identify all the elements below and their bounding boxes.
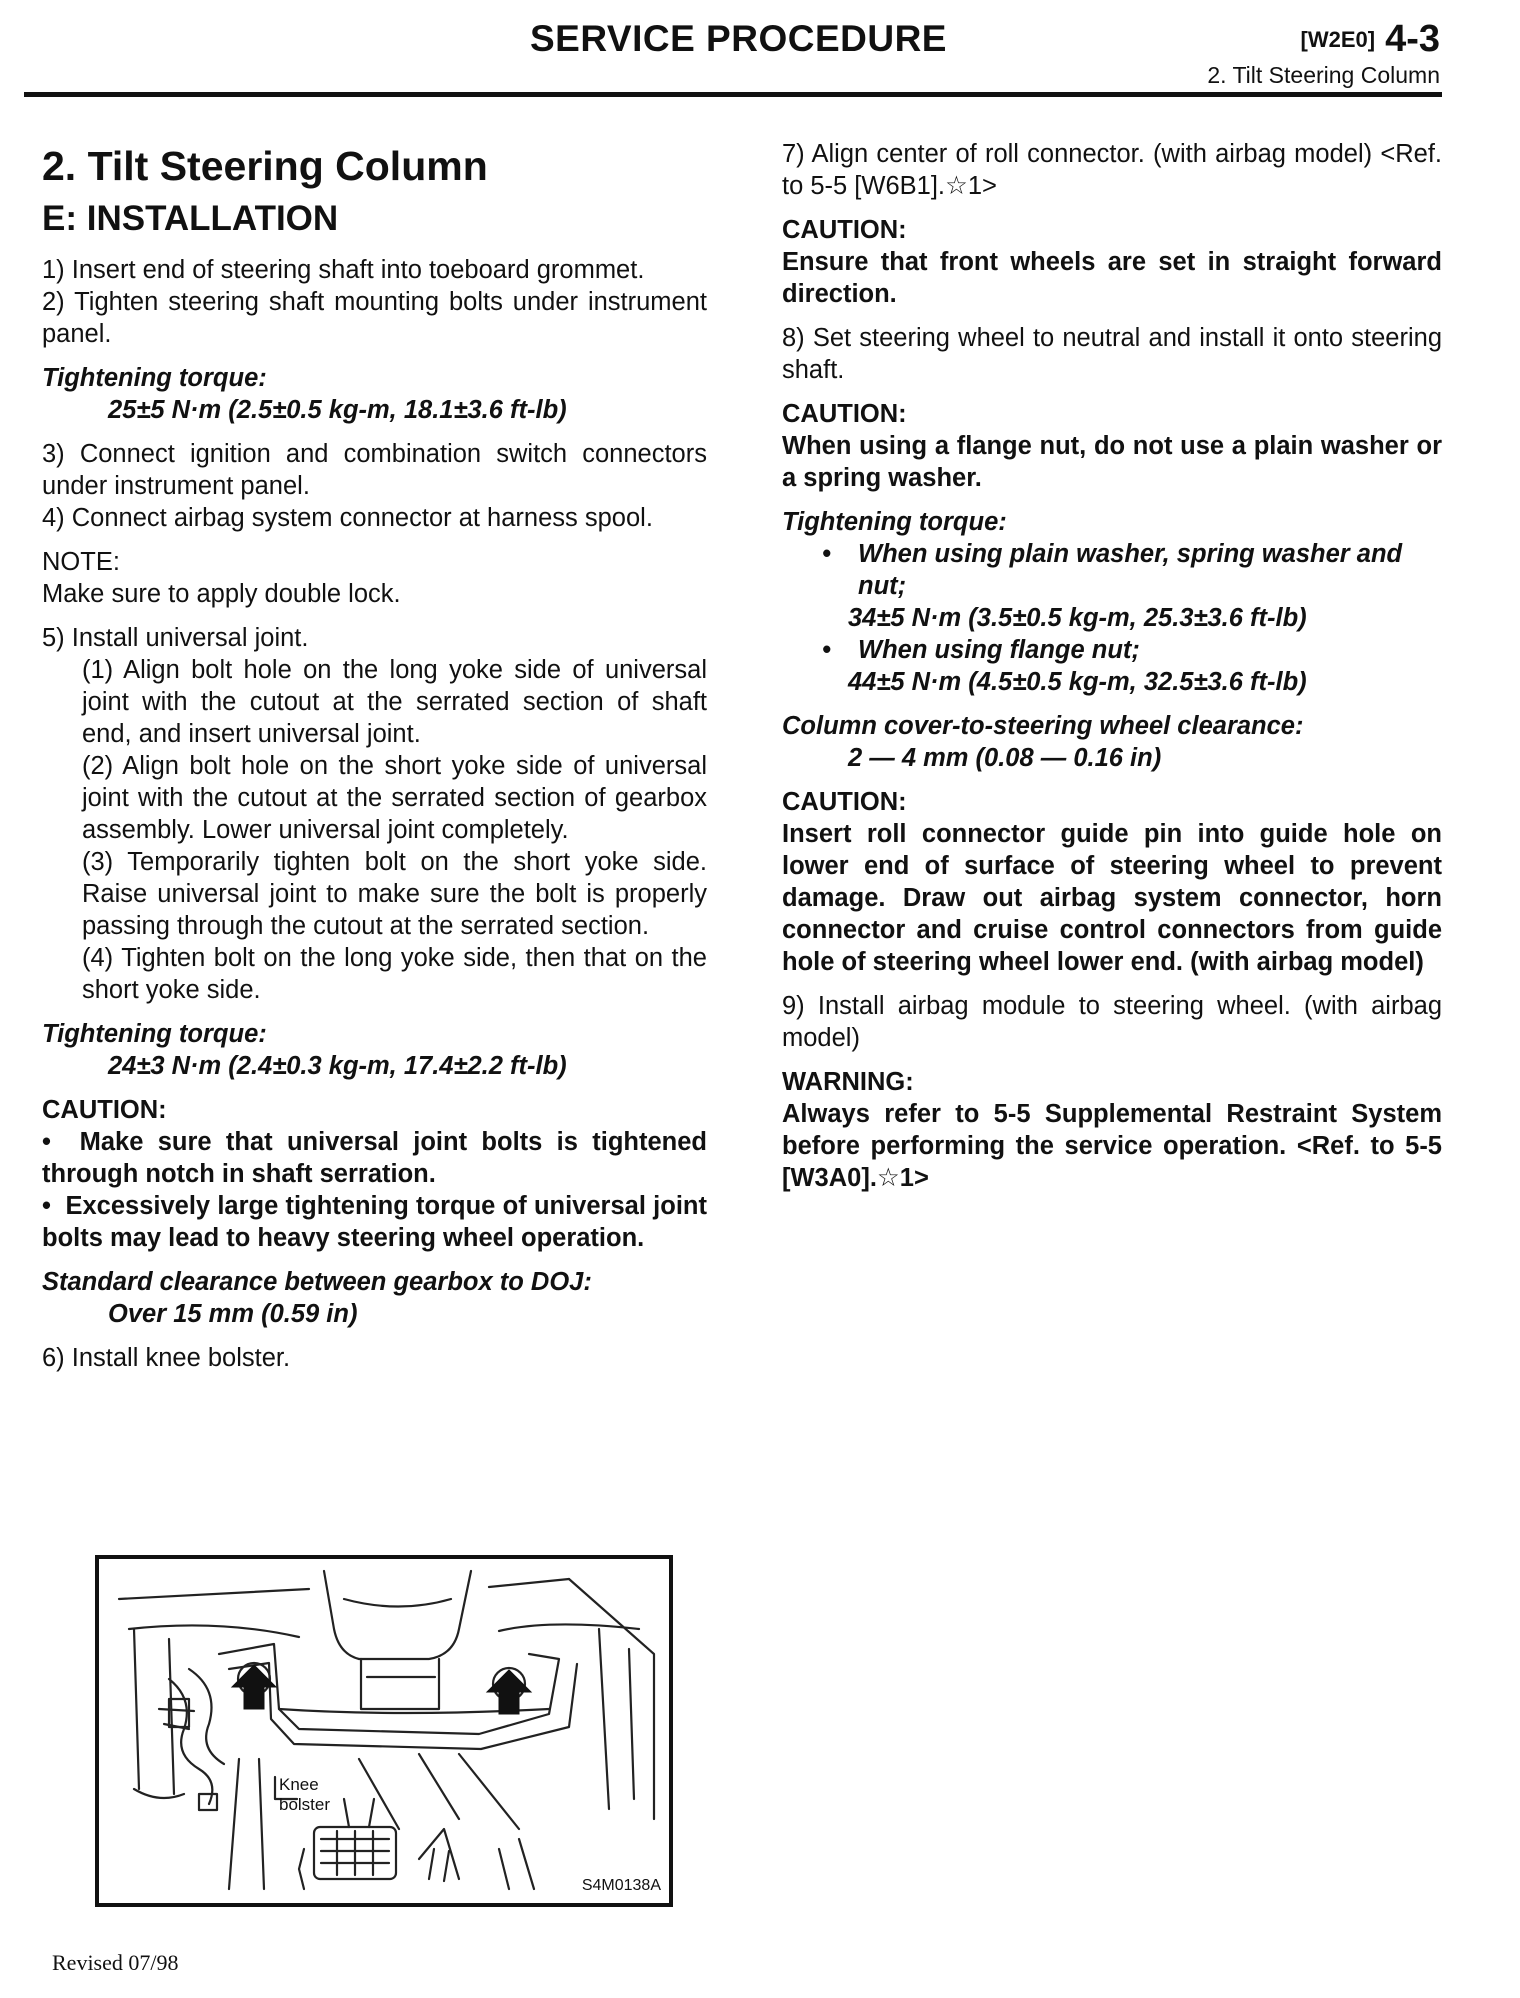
step-5-2: (2) Align bolt hole on the short yoke side of universal joint with the cutout at the serrated section of gearbox assembly. Lower universal joint completely. xyxy=(82,752,707,844)
caution-3-label: CAUTION: xyxy=(782,788,907,816)
step-7: 7) Align center of roll connector. (with airbag model) <Ref. to 5-5 [W6B1].☆1> xyxy=(782,140,1442,200)
clearance-label: Standard clearance between gearbox to DOJ: xyxy=(42,1268,592,1296)
torque-2-value: 24±3 N·m (2.4±0.3 kg-m, 17.4±2.2 ft-lb) xyxy=(108,1052,567,1080)
step-5: 5) Install universal joint. xyxy=(42,624,309,652)
column-clearance-value: 2 — 4 mm (0.08 — 0.16 in) xyxy=(848,744,1162,772)
header-code-block xyxy=(1301,18,1440,61)
torque-bullet-1 xyxy=(782,538,1442,602)
caution-2-text: When using a flange nut, do not use a plain washer or a spring washer. xyxy=(782,432,1442,492)
section-title: 2. Tilt Steering Column xyxy=(42,143,488,189)
note-label: NOTE: xyxy=(42,548,120,576)
left-column xyxy=(42,138,707,1374)
warning-text: Always refer to 5-5 Supplemental Restraint System before performing the service operation. <Ref. to 5-5 [W3A0].☆1> xyxy=(782,1100,1442,1192)
clearance-value: Over 15 mm (0.59 in) xyxy=(108,1300,358,1328)
step-5-4: (4) Tighten bolt on the long yoke side, then that on the short yoke side. xyxy=(82,944,707,1004)
warning-label: WARNING: xyxy=(782,1068,914,1096)
caution-bullet-1-text: Make sure that universal joint bolts is tightened through notch in shaft serration. xyxy=(42,1128,707,1188)
caution-1-label: CAUTION: xyxy=(782,216,907,244)
step-1: 1) Insert end of steering shaft into toeboard grommet. xyxy=(42,256,645,284)
caution-bullet-2-text: Excessively large tightening torque of universal joint bolts may lead to heavy steering wheel operation. xyxy=(42,1192,707,1252)
torque-bullet-2-text: When using flange nut; xyxy=(858,636,1140,664)
step-9: 9) Install airbag module to steering wheel. (with airbag model) xyxy=(782,992,1442,1052)
section-subtitle: E: INSTALLATION xyxy=(42,199,339,238)
header-title: SERVICE PROCEDURE xyxy=(530,18,947,59)
torque-label: Tightening torque: xyxy=(782,508,1007,536)
torque-1-label: Tightening torque: xyxy=(42,364,267,392)
caution-bullet-2: • Excessively large tightening torque of universal joint bolts may lead to heavy steering wheel operation. xyxy=(42,1192,707,1252)
caution-1-text: Ensure that front wheels are set in straight forward direction. xyxy=(782,248,1442,308)
caution-2-label: CAUTION: xyxy=(782,400,907,428)
torque-2-label: Tightening torque: xyxy=(42,1020,267,1048)
knee-bolster-label-line-1: Knee xyxy=(279,1775,319,1794)
knee-bolster-illustration xyxy=(99,1559,669,1903)
caution-bullet-1: • Make sure that universal joint bolts is tightened through notch in shaft serration. xyxy=(42,1128,707,1188)
torque-bullet-2 xyxy=(782,634,1442,666)
header-code: [W2E0] xyxy=(1300,27,1376,52)
torque-1-value: 25±5 N·m (2.5±0.5 kg-m, 18.1±3.6 ft-lb) xyxy=(108,396,567,424)
step-5-3: (3) Temporarily tighten bolt on the short yoke side. Raise universal joint to make sure the bolt is properly passing through the cutout at the serrated section. xyxy=(82,848,707,940)
step-8: 8) Set steering wheel to neutral and install it onto steering shaft. xyxy=(782,324,1442,384)
torque-value-1: 34±5 N·m (3.5±0.5 kg-m, 25.3±3.6 ft-lb) xyxy=(848,604,1307,632)
bullet-dot-2: • xyxy=(822,636,831,664)
column-clearance-label: Column cover-to-steering wheel clearance: xyxy=(782,712,1304,740)
bullet-dot-1: • xyxy=(822,540,831,568)
step-6: 6) Install knee bolster. xyxy=(42,1344,291,1372)
caution-label: CAUTION: xyxy=(42,1096,167,1124)
step-5-1: (1) Align bolt hole on the long yoke side of universal joint with the cutout at the serrated section of shaft end, and insert universal joint. xyxy=(82,656,707,748)
torque-bullet-1-text: When using plain washer, spring washer and nut; xyxy=(858,540,1403,600)
step-4: 4) Connect airbag system connector at harness spool. xyxy=(42,504,653,532)
knee-bolster-label-line-2: bolster xyxy=(279,1795,331,1814)
figure-id: S4M0138A xyxy=(581,1877,661,1894)
knee-bolster-figure xyxy=(95,1555,673,1907)
torque-value-2: 44±5 N·m (4.5±0.5 kg-m, 32.5±3.6 ft-lb) xyxy=(848,668,1307,696)
page-number: 4-3 xyxy=(1385,18,1440,60)
step-3: 3) Connect ignition and combination switch connectors under instrument panel. xyxy=(42,440,707,500)
header-rule xyxy=(24,92,1442,97)
note-text: Make sure to apply double lock. xyxy=(42,580,401,608)
knee-bolster-label xyxy=(279,1775,330,1815)
caution-3-text: Insert roll connector guide pin into guide hole on lower end of surface of steering wheel to prevent damage. Draw out airbag system connector, horn connector and cruise control connectors from guide hole of steering wheel lower end. (with airbag model) xyxy=(782,820,1442,976)
step-2: 2) Tighten steering shaft mounting bolts under instrument panel. xyxy=(42,288,707,348)
revision-footer: Revised 07/98 xyxy=(52,1950,179,1975)
right-column xyxy=(782,138,1442,1194)
header-subtitle: 2. Tilt Steering Column xyxy=(1207,62,1440,88)
